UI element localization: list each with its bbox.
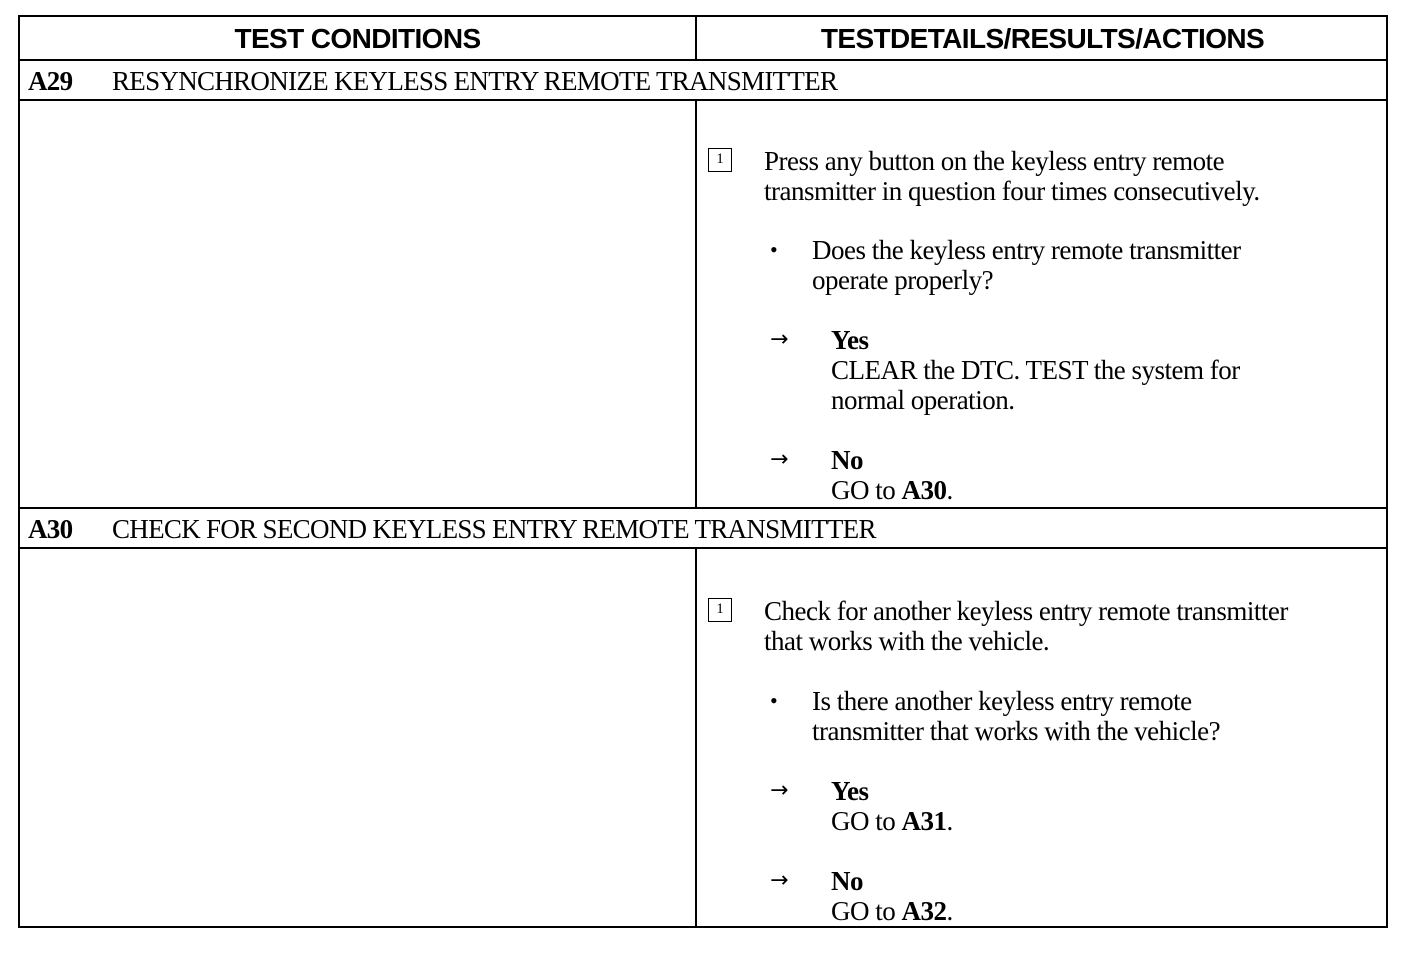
punctuation: .	[946, 806, 953, 836]
arrow-right-icon: →	[770, 868, 789, 893]
section-code: A30	[28, 514, 73, 544]
action-verb: GO to	[831, 806, 896, 836]
punctuation: .	[946, 896, 953, 926]
table-header	[20, 17, 1386, 61]
step-reference: A32	[901, 896, 947, 926]
bullet-icon: •	[770, 688, 778, 713]
header-test-details: TESTDETAILS/RESULTS/ACTIONS	[820, 23, 1265, 54]
arrow-right-icon: →	[770, 447, 789, 472]
column-divider	[695, 17, 697, 61]
question-line: transmitter that works with the vehicle?	[812, 716, 1221, 746]
step-number-box: 1	[708, 148, 732, 172]
instruction-line: transmitter in question four times consecutively.	[764, 176, 1260, 206]
no-action-line	[831, 475, 953, 505]
header-test-conditions: TEST CONDITIONS	[234, 23, 481, 54]
question-line: Does the keyless entry remote transmitter	[812, 235, 1241, 265]
action-verb: GO to	[831, 896, 896, 926]
column-divider	[695, 549, 697, 928]
yes-action-line: normal operation.	[831, 385, 1015, 415]
yes-label: Yes	[831, 776, 869, 806]
arrow-right-icon: →	[770, 327, 789, 352]
step-number-box: 1	[708, 598, 732, 622]
section-a29-test-conditions-cell	[20, 101, 695, 507]
section-a29-title-row	[20, 61, 1386, 101]
no-label: No	[831, 866, 863, 896]
column-divider	[695, 101, 697, 509]
section-a30-test-conditions-cell	[20, 549, 695, 926]
step-reference: A30	[901, 475, 947, 505]
no-action-line	[831, 896, 953, 926]
section-title: CHECK FOR SECOND KEYLESS ENTRY REMOTE TRANSMITTER	[112, 514, 876, 544]
no-label: No	[831, 445, 863, 475]
bullet-icon: •	[770, 237, 778, 262]
yes-action-line	[831, 806, 953, 836]
yes-action-line: CLEAR the DTC. TEST the system for	[831, 355, 1240, 385]
section-a30-title-row	[20, 509, 1386, 549]
section-title: RESYNCHRONIZE KEYLESS ENTRY REMOTE TRANSMITTER	[112, 66, 838, 96]
action-verb: GO to	[831, 475, 896, 505]
instruction-line: that works with the vehicle.	[764, 626, 1050, 656]
step-reference: A31	[901, 806, 947, 836]
question-line: operate properly?	[812, 265, 994, 295]
arrow-right-icon: →	[770, 778, 789, 803]
section-code: A29	[28, 66, 73, 96]
question-line: Is there another keyless entry remote	[812, 686, 1192, 716]
punctuation: .	[946, 475, 953, 505]
diagnostic-table	[18, 15, 1388, 928]
yes-label: Yes	[831, 325, 869, 355]
instruction-line: Press any button on the keyless entry remote	[764, 146, 1225, 176]
instruction-line: Check for another keyless entry remote transmitter	[764, 596, 1288, 626]
